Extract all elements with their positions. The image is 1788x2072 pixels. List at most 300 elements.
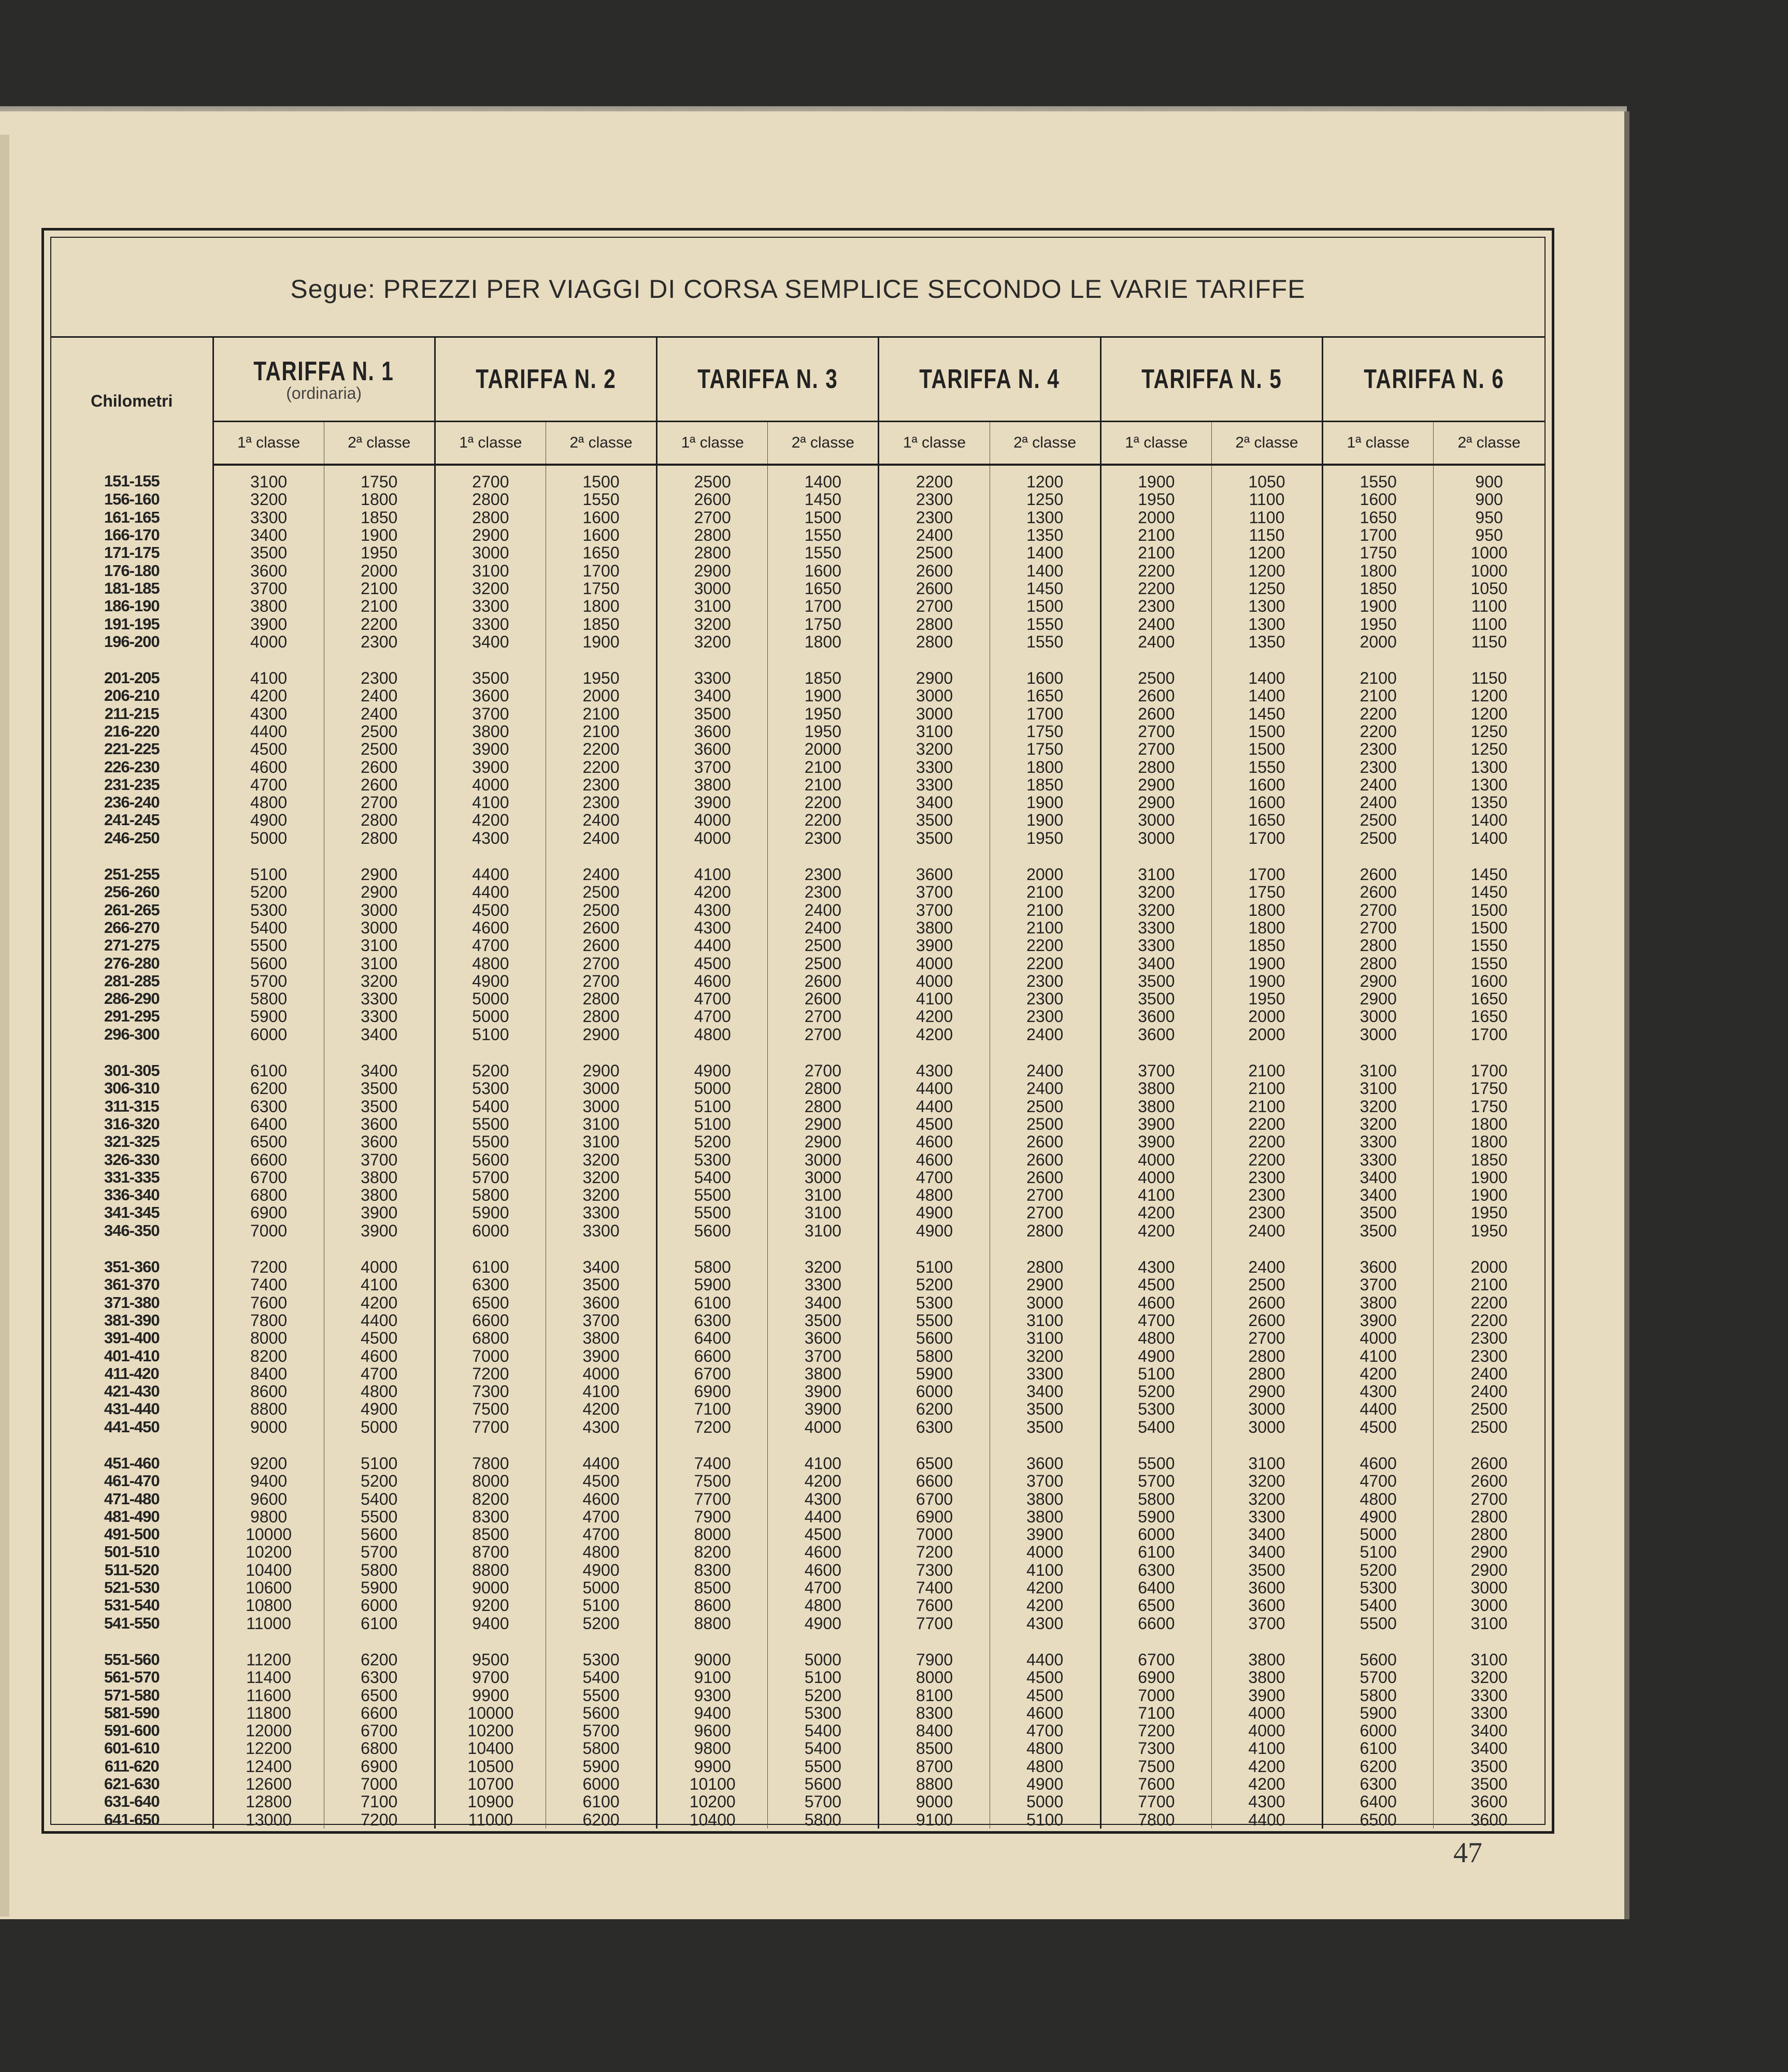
- price-tariff-2-class-1: 8000: [435, 1472, 546, 1490]
- price-tariff-1-class-1: 12200: [213, 1739, 324, 1757]
- price-tariff-2-class-1: 5300: [435, 1080, 546, 1097]
- price-tariff-3-class-1: 6300: [657, 1312, 768, 1329]
- price-tariff-3-class-2: 2300: [768, 866, 879, 883]
- price-tariff-3-class-1: 8800: [657, 1615, 768, 1632]
- price-tariff-5-class-1: 7200: [1100, 1722, 1211, 1739]
- price-tariff-3-class-1: 7900: [657, 1508, 768, 1526]
- km-range-cell: 276-280: [51, 954, 213, 972]
- price-tariff-5-class-1: 3900: [1100, 1133, 1211, 1150]
- price-tariff-6-class-2: 900: [1475, 490, 1503, 509]
- price-tariff-5-class-1: 6500: [1100, 1596, 1211, 1614]
- price-tariff-5-class-2: 2100: [1211, 1098, 1322, 1115]
- spacer-cell: [435, 1240, 546, 1258]
- price-tariff-3-class-2: 2700: [768, 1008, 879, 1025]
- spacer-cell: [435, 651, 546, 669]
- table-row: [51, 687, 1544, 704]
- spacer-cell: [546, 1043, 656, 1062]
- price-tariff-1-class-2: 6600: [324, 1704, 435, 1722]
- price-tariff-6-class-1: 6400: [1323, 1793, 1434, 1810]
- price-tariff-3-class-1: 4900: [657, 1062, 768, 1080]
- price-tariff-5-class-1: 4000: [1100, 1169, 1211, 1186]
- price-tariff-3-class-2: 2500: [768, 937, 879, 954]
- price-tariff-3-class-2: 1550: [768, 544, 879, 562]
- price-tariff-4-class-1: 5600: [879, 1329, 990, 1347]
- price-tariff-5-class-1: 2200: [1100, 580, 1211, 597]
- price-tariff-5-class-1: 5100: [1100, 1365, 1211, 1383]
- price-tariff-6-class-2: 1700: [1470, 1025, 1508, 1044]
- spacer-cell: [657, 651, 768, 669]
- tariff-table-frame: [41, 228, 1554, 1834]
- price-tariff-1-class-1: 5200: [213, 883, 324, 901]
- price-tariff-1-class-2: 2100: [324, 580, 435, 597]
- spacer-cell: [1323, 1436, 1434, 1455]
- price-tariff-2-class-2: 3300: [546, 1204, 656, 1221]
- price-tariff-6-class-2: 1550: [1470, 954, 1508, 973]
- price-tariff-2-class-2: 5200: [546, 1615, 656, 1632]
- price-tariff-4-class-1: 8700: [879, 1758, 990, 1775]
- km-range-cell: 461-470: [51, 1472, 213, 1490]
- tariff-6-header: [1323, 337, 1544, 422]
- price-tariff-6-class-1: 4600: [1323, 1455, 1434, 1472]
- price-tariff-2-class-2: 5000: [546, 1579, 656, 1596]
- price-tariff-6-class-1: 3000: [1323, 1026, 1434, 1043]
- price-tariff-5-class-2: 1650: [1211, 811, 1322, 829]
- price-tariff-1-class-2: 3100: [324, 954, 435, 972]
- price-tariff-5-class-2: 2100: [1211, 1080, 1322, 1097]
- price-tariff-6-class-2: 1150: [1471, 669, 1507, 688]
- price-tariff-3-class-2: 1800: [768, 633, 879, 651]
- price-tariff-2-class-1: 8300: [435, 1508, 546, 1526]
- table-row: [51, 1579, 1544, 1596]
- price-tariff-3-class-2: 4300: [768, 1490, 879, 1507]
- price-tariff-4-class-2: 2800: [990, 1258, 1100, 1276]
- price-tariff-6-class-2: 1800: [1470, 1114, 1508, 1133]
- price-tariff-4-class-1: 8800: [879, 1775, 990, 1793]
- km-range-cell: 431-440: [51, 1400, 213, 1418]
- price-tariff-6-class-2: 1050: [1470, 579, 1508, 598]
- price-tariff-4-class-2: 2700: [990, 1186, 1100, 1204]
- price-tariff-4-class-2: 4400: [990, 1651, 1100, 1668]
- table-row: [51, 811, 1544, 829]
- price-tariff-3-class-1: 5500: [657, 1186, 768, 1204]
- price-tariff-2-class-2: 2600: [546, 937, 656, 954]
- price-tariff-2-class-2: 5900: [546, 1758, 656, 1775]
- price-tariff-1-class-1: 6100: [213, 1062, 324, 1080]
- price-tariff-3-class-1: 6700: [657, 1365, 768, 1383]
- price-tariff-3-class-1: 8300: [657, 1561, 768, 1579]
- price-tariff-5-class-1: 4100: [1100, 1186, 1211, 1204]
- price-tariff-6-class-1: 2200: [1323, 723, 1434, 740]
- tariff-6-class-1-header: 1ª classe: [1323, 422, 1434, 465]
- spacer-cell: [990, 1043, 1100, 1062]
- price-tariff-1-class-1: 6000: [213, 1026, 324, 1043]
- price-tariff-5-class-2: 3400: [1211, 1543, 1322, 1561]
- spacer-cell: [324, 651, 435, 669]
- price-tariff-3-class-2: 1950: [768, 705, 879, 723]
- price-tariff-2-class-1: 7800: [435, 1455, 546, 1472]
- price-tariff-3-class-2: 3000: [768, 1169, 879, 1186]
- spacer-cell: [768, 1632, 879, 1651]
- tariff-2-header: [435, 337, 656, 422]
- tariff-1-class-2-header: 2ª classe: [324, 422, 435, 465]
- price-tariff-3-class-1: 2600: [657, 491, 768, 508]
- price-tariff-2-class-1: 6300: [435, 1276, 546, 1293]
- price-tariff-1-class-2: 4500: [324, 1329, 435, 1347]
- price-tariff-5-class-2: 4400: [1211, 1810, 1322, 1828]
- km-range-cell: 326-330: [51, 1150, 213, 1168]
- price-tariff-6-class-2: 2500: [1470, 1417, 1508, 1436]
- price-tariff-5-class-1: 4700: [1100, 1312, 1211, 1329]
- price-tariff-4-class-2: 2500: [990, 1115, 1100, 1133]
- price-tariff-1-class-2: 6900: [324, 1758, 435, 1775]
- price-tariff-5-class-1: 2400: [1100, 633, 1211, 651]
- price-tariff-6-class-1: 3500: [1323, 1222, 1434, 1240]
- price-tariff-6-class-1: 1950: [1323, 615, 1434, 632]
- price-tariff-4-class-1: 3000: [879, 705, 990, 723]
- km-range-cell: 311-315: [51, 1098, 213, 1115]
- table-row: [51, 1615, 1544, 1632]
- price-tariff-1-class-2: 3300: [324, 990, 435, 1008]
- price-tariff-2-class-1: 6000: [435, 1222, 546, 1240]
- price-tariff-5-class-1: 4800: [1100, 1329, 1211, 1347]
- price-tariff-3-class-2: 2400: [768, 901, 879, 919]
- price-tariff-6-class-1: 4400: [1323, 1400, 1434, 1418]
- price-tariff-3-class-2: 5100: [768, 1668, 879, 1686]
- km-range-cell: 181-185: [51, 580, 213, 597]
- price-tariff-5-class-2: 1550: [1211, 758, 1322, 775]
- price-tariff-6-class-1: 6100: [1323, 1739, 1434, 1757]
- group-spacer: [51, 1240, 1544, 1258]
- price-tariff-4-class-2: 2100: [990, 901, 1100, 919]
- price-tariff-5-class-2: 2400: [1211, 1222, 1322, 1240]
- price-tariff-4-class-2: 2600: [990, 1150, 1100, 1168]
- price-tariff-4-class-1: 3700: [879, 883, 990, 901]
- tariff-2-class-1-header: 1ª classe: [435, 422, 546, 465]
- price-tariff-2-class-2: 3000: [546, 1080, 656, 1097]
- price-tariff-5-class-2: 3200: [1211, 1490, 1322, 1507]
- table-row: [51, 1472, 1544, 1490]
- price-tariff-1-class-1: 8800: [213, 1400, 324, 1418]
- price-tariff-1-class-2: 1850: [324, 509, 435, 526]
- price-tariff-4-class-1: 7700: [879, 1615, 990, 1632]
- table-row: [51, 990, 1544, 1008]
- price-tariff-1-class-1: 5300: [213, 901, 324, 919]
- price-tariff-4-class-2: 2300: [990, 1008, 1100, 1025]
- price-tariff-5-class-1: 5400: [1100, 1418, 1211, 1436]
- price-tariff-2-class-1: 10000: [435, 1704, 546, 1722]
- price-tariff-2-class-1: 2800: [435, 509, 546, 526]
- price-tariff-4-class-2: 5100: [990, 1810, 1100, 1828]
- price-tariff-2-class-2: 3300: [546, 1222, 656, 1240]
- price-tariff-2-class-1: 8500: [435, 1526, 546, 1543]
- price-tariff-6-class-2: 3500: [1470, 1775, 1508, 1794]
- spacer-cell: [1100, 651, 1211, 669]
- km-range-cell: 241-245: [51, 811, 213, 829]
- price-tariff-5-class-1: 7800: [1100, 1810, 1211, 1828]
- tariff-table-container: [51, 336, 1544, 1828]
- price-tariff-2-class-1: 3600: [435, 687, 546, 704]
- price-tariff-1-class-2: 6000: [324, 1596, 435, 1614]
- price-tariff-5-class-1: 2200: [1100, 562, 1211, 579]
- price-tariff-3-class-2: 2500: [768, 954, 879, 972]
- price-tariff-2-class-1: 5800: [435, 1186, 546, 1204]
- table-row: [51, 1098, 1544, 1115]
- spacer-cell: [1434, 1043, 1544, 1062]
- price-tariff-6-class-2: 3600: [1470, 1810, 1508, 1829]
- table-row: [51, 562, 1544, 579]
- price-tariff-1-class-2: 5600: [324, 1526, 435, 1543]
- price-tariff-4-class-2: 4800: [990, 1758, 1100, 1775]
- price-tariff-4-class-2: 1850: [990, 776, 1100, 794]
- price-tariff-1-class-1: 6300: [213, 1098, 324, 1115]
- price-tariff-5-class-1: 2900: [1100, 794, 1211, 811]
- price-tariff-6-class-1: 2500: [1323, 829, 1434, 847]
- price-tariff-5-class-1: 6000: [1100, 1526, 1211, 1543]
- price-tariff-1-class-1: 10400: [213, 1561, 324, 1579]
- price-tariff-1-class-1: 8000: [213, 1329, 324, 1347]
- price-tariff-6-class-2: 3400: [1470, 1721, 1508, 1740]
- price-tariff-3-class-1: 6900: [657, 1383, 768, 1400]
- price-tariff-5-class-2: 1450: [1211, 705, 1322, 723]
- price-tariff-4-class-1: 5200: [879, 1276, 990, 1293]
- price-tariff-5-class-2: 2300: [1211, 1169, 1322, 1186]
- price-tariff-4-class-1: 3300: [879, 758, 990, 775]
- price-tariff-3-class-1: 3100: [657, 597, 768, 615]
- price-tariff-1-class-2: 3000: [324, 901, 435, 919]
- tariff-table-body: [51, 465, 1544, 1829]
- table-row: [51, 526, 1544, 544]
- price-tariff-4-class-1: 7000: [879, 1526, 990, 1543]
- price-tariff-1-class-2: 4100: [324, 1276, 435, 1293]
- price-tariff-4-class-2: 3400: [990, 1383, 1100, 1400]
- spacer-cell: [879, 847, 990, 866]
- price-tariff-2-class-1: 3700: [435, 705, 546, 723]
- price-tariff-5-class-2: 3000: [1211, 1400, 1322, 1418]
- price-tariff-1-class-2: 5000: [324, 1418, 435, 1436]
- page-number: 47: [1453, 1837, 1482, 1869]
- price-tariff-1-class-1: 5100: [213, 866, 324, 883]
- price-tariff-4-class-1: 8400: [879, 1722, 990, 1739]
- price-tariff-2-class-2: 3400: [546, 1258, 656, 1276]
- price-tariff-2-class-2: 2200: [546, 740, 656, 758]
- price-tariff-4-class-1: 3400: [879, 794, 990, 811]
- table-row: [51, 491, 1544, 508]
- price-tariff-3-class-2: 1600: [768, 562, 879, 579]
- price-tariff-4-class-2: 1650: [990, 687, 1100, 704]
- price-tariff-3-class-1: 3200: [657, 633, 768, 651]
- price-tariff-5-class-2: 2200: [1211, 1150, 1322, 1168]
- spacer-cell: [657, 1043, 768, 1062]
- price-tariff-5-class-1: 7700: [1100, 1793, 1211, 1810]
- spacer-cell: [1100, 1436, 1211, 1455]
- price-tariff-2-class-2: 2600: [546, 919, 656, 937]
- table-row: [51, 1312, 1544, 1329]
- price-tariff-1-class-2: 5900: [324, 1579, 435, 1596]
- price-tariff-5-class-2: 1500: [1211, 740, 1322, 758]
- spacer-cell: [546, 651, 656, 669]
- spacer-cell: [990, 651, 1100, 669]
- price-tariff-4-class-2: 3800: [990, 1508, 1100, 1526]
- price-tariff-3-class-1: 10100: [657, 1775, 768, 1793]
- spacer-cell: [879, 1043, 990, 1062]
- price-tariff-2-class-2: 3100: [546, 1133, 656, 1150]
- price-tariff-2-class-1: 9400: [435, 1615, 546, 1632]
- price-tariff-2-class-1: 5400: [435, 1098, 546, 1115]
- km-range-cell: 266-270: [51, 919, 213, 937]
- km-range-cell: 391-400: [51, 1329, 213, 1347]
- price-tariff-6-class-2: 3400: [1470, 1739, 1508, 1758]
- price-tariff-6-class-2: 1000: [1470, 561, 1508, 580]
- price-tariff-2-class-1: 7200: [435, 1365, 546, 1383]
- tariff-table-inner: [50, 237, 1546, 1829]
- spacer-cell: [213, 1240, 324, 1258]
- price-tariff-3-class-1: 9900: [657, 1758, 768, 1775]
- tariff-5-class-2-header: 2ª classe: [1211, 422, 1322, 465]
- price-tariff-4-class-1: 4300: [879, 1062, 990, 1080]
- price-tariff-1-class-1: 3600: [213, 562, 324, 579]
- price-tariff-2-class-2: 5800: [546, 1739, 656, 1757]
- price-tariff-4-class-1: 3600: [879, 866, 990, 883]
- price-tariff-6-class-1: 2600: [1323, 883, 1434, 901]
- price-tariff-5-class-1: 6600: [1100, 1615, 1211, 1632]
- price-tariff-3-class-1: 8000: [657, 1526, 768, 1543]
- price-tariff-5-class-2: 1700: [1211, 866, 1322, 883]
- price-tariff-4-class-1: 7900: [879, 1651, 990, 1668]
- price-tariff-2-class-2: 1950: [546, 669, 656, 687]
- price-tariff-3-class-1: 4300: [657, 919, 768, 937]
- price-tariff-4-class-1: 9100: [879, 1810, 990, 1828]
- price-tariff-6-class-1: 5100: [1323, 1543, 1434, 1561]
- price-tariff-2-class-1: 7500: [435, 1400, 546, 1418]
- km-range-cell: 501-510: [51, 1543, 213, 1561]
- price-tariff-2-class-1: 7000: [435, 1347, 546, 1364]
- price-tariff-4-class-1: 4200: [879, 1008, 990, 1025]
- km-range-cell: 521-530: [51, 1579, 213, 1596]
- price-tariff-2-class-2: 1650: [546, 544, 656, 562]
- price-tariff-1-class-2: 4000: [324, 1258, 435, 1276]
- price-tariff-6-class-1: 4000: [1323, 1329, 1434, 1347]
- price-tariff-2-class-2: 5600: [546, 1704, 656, 1722]
- price-tariff-3-class-1: 6400: [657, 1329, 768, 1347]
- tariff-3-class-2-header: 2ª classe: [768, 422, 879, 465]
- tariff-3-name: TARIFFA N. 3: [697, 364, 838, 394]
- price-tariff-4-class-2: 1550: [990, 615, 1100, 632]
- price-tariff-3-class-1: 3600: [657, 740, 768, 758]
- price-tariff-6-class-2: 1500: [1470, 918, 1508, 937]
- price-tariff-1-class-2: 6300: [324, 1668, 435, 1686]
- price-tariff-2-class-2: 5400: [546, 1668, 656, 1686]
- price-tariff-3-class-1: 2700: [657, 509, 768, 526]
- price-tariff-1-class-2: 4800: [324, 1383, 435, 1400]
- km-range-cell: 316-320: [51, 1115, 213, 1133]
- spacer-cell: [657, 847, 768, 866]
- price-tariff-3-class-1: 5300: [657, 1150, 768, 1168]
- price-tariff-2-class-2: 3000: [546, 1098, 656, 1115]
- tariff-4-name: TARIFFA N. 4: [919, 364, 1060, 394]
- table-row: [51, 1455, 1544, 1472]
- price-tariff-6-class-1: 3200: [1323, 1115, 1434, 1133]
- price-tariff-5-class-2: 2600: [1211, 1312, 1322, 1329]
- km-range-cell: 196-200: [51, 633, 213, 651]
- price-tariff-4-class-1: 7200: [879, 1543, 990, 1561]
- price-tariff-2-class-2: 2100: [546, 723, 656, 740]
- spacer-cell: [435, 1043, 546, 1062]
- price-tariff-4-class-1: 5300: [879, 1293, 990, 1311]
- price-tariff-3-class-2: 4600: [768, 1561, 879, 1579]
- price-tariff-4-class-2: 3900: [990, 1526, 1100, 1543]
- price-tariff-3-class-1: 2500: [657, 465, 768, 491]
- spacer-cell: [546, 1436, 656, 1455]
- price-tariff-6-class-1: 3700: [1323, 1276, 1434, 1293]
- price-tariff-3-class-2: 1650: [768, 580, 879, 597]
- price-tariff-3-class-1: 5500: [657, 1204, 768, 1221]
- price-tariff-5-class-1: 4000: [1100, 1150, 1211, 1168]
- price-tariff-6-class-2: 2900: [1470, 1543, 1508, 1562]
- price-tariff-5-class-2: 3700: [1211, 1615, 1322, 1632]
- km-range-cell: 221-225: [51, 740, 213, 758]
- table-row: [51, 509, 1544, 526]
- price-tariff-6-class-2: 1950: [1470, 1203, 1508, 1222]
- price-tariff-4-class-2: 1900: [990, 794, 1100, 811]
- spacer-cell: [990, 1632, 1100, 1651]
- price-tariff-4-class-1: 3700: [879, 901, 990, 919]
- spacer-cell: [990, 1436, 1100, 1455]
- price-tariff-5-class-1: 4600: [1100, 1293, 1211, 1311]
- price-tariff-4-class-1: 4600: [879, 1133, 990, 1150]
- price-tariff-1-class-2: 1800: [324, 491, 435, 508]
- table-row: [51, 829, 1544, 847]
- price-tariff-5-class-1: 3900: [1100, 1115, 1211, 1133]
- km-range-cell: 176-180: [51, 562, 213, 579]
- price-tariff-1-class-2: 2800: [324, 811, 435, 829]
- price-tariff-3-class-2: 3200: [768, 1258, 879, 1276]
- price-tariff-6-class-2: 1850: [1470, 1150, 1508, 1169]
- price-tariff-6-class-1: 5300: [1323, 1579, 1434, 1596]
- price-tariff-3-class-2: 4100: [768, 1455, 879, 1472]
- price-tariff-2-class-2: 3700: [546, 1312, 656, 1329]
- group-spacer: [51, 1043, 1544, 1062]
- price-tariff-3-class-1: 4700: [657, 1008, 768, 1025]
- price-tariff-1-class-2: 2900: [324, 883, 435, 901]
- price-tariff-3-class-2: 2100: [768, 776, 879, 794]
- spacer-cell: [1211, 1240, 1322, 1258]
- price-tariff-6-class-1: 2300: [1323, 758, 1434, 775]
- price-tariff-1-class-1: 8600: [213, 1383, 324, 1400]
- price-tariff-4-class-1: 3000: [879, 687, 990, 704]
- price-tariff-3-class-2: 3100: [768, 1204, 879, 1221]
- price-tariff-4-class-1: 4700: [879, 1169, 990, 1186]
- price-tariff-2-class-1: 3500: [435, 669, 546, 687]
- price-tariff-4-class-1: 8300: [879, 1704, 990, 1722]
- price-tariff-5-class-2: 3900: [1211, 1686, 1322, 1704]
- price-tariff-5-class-2: 3800: [1211, 1668, 1322, 1686]
- price-tariff-1-class-2: 2300: [324, 669, 435, 687]
- price-tariff-4-class-2: 2000: [990, 866, 1100, 883]
- price-tariff-5-class-2: 4200: [1211, 1775, 1322, 1793]
- price-tariff-3-class-1: 6600: [657, 1347, 768, 1364]
- price-tariff-4-class-2: 2300: [990, 990, 1100, 1008]
- price-tariff-3-class-2: 2900: [768, 1115, 879, 1133]
- price-tariff-6-class-1: 2700: [1323, 901, 1434, 919]
- price-tariff-3-class-1: 2800: [657, 526, 768, 544]
- price-tariff-5-class-1: 4200: [1100, 1222, 1211, 1240]
- price-tariff-5-class-2: 3600: [1211, 1579, 1322, 1596]
- price-tariff-6-class-1: 2800: [1323, 954, 1434, 972]
- tariff-1-header: [213, 337, 435, 422]
- price-tariff-2-class-2: 2400: [546, 866, 656, 883]
- price-tariff-4-class-2: 4000: [990, 1543, 1100, 1561]
- price-tariff-4-class-1: 2600: [879, 580, 990, 597]
